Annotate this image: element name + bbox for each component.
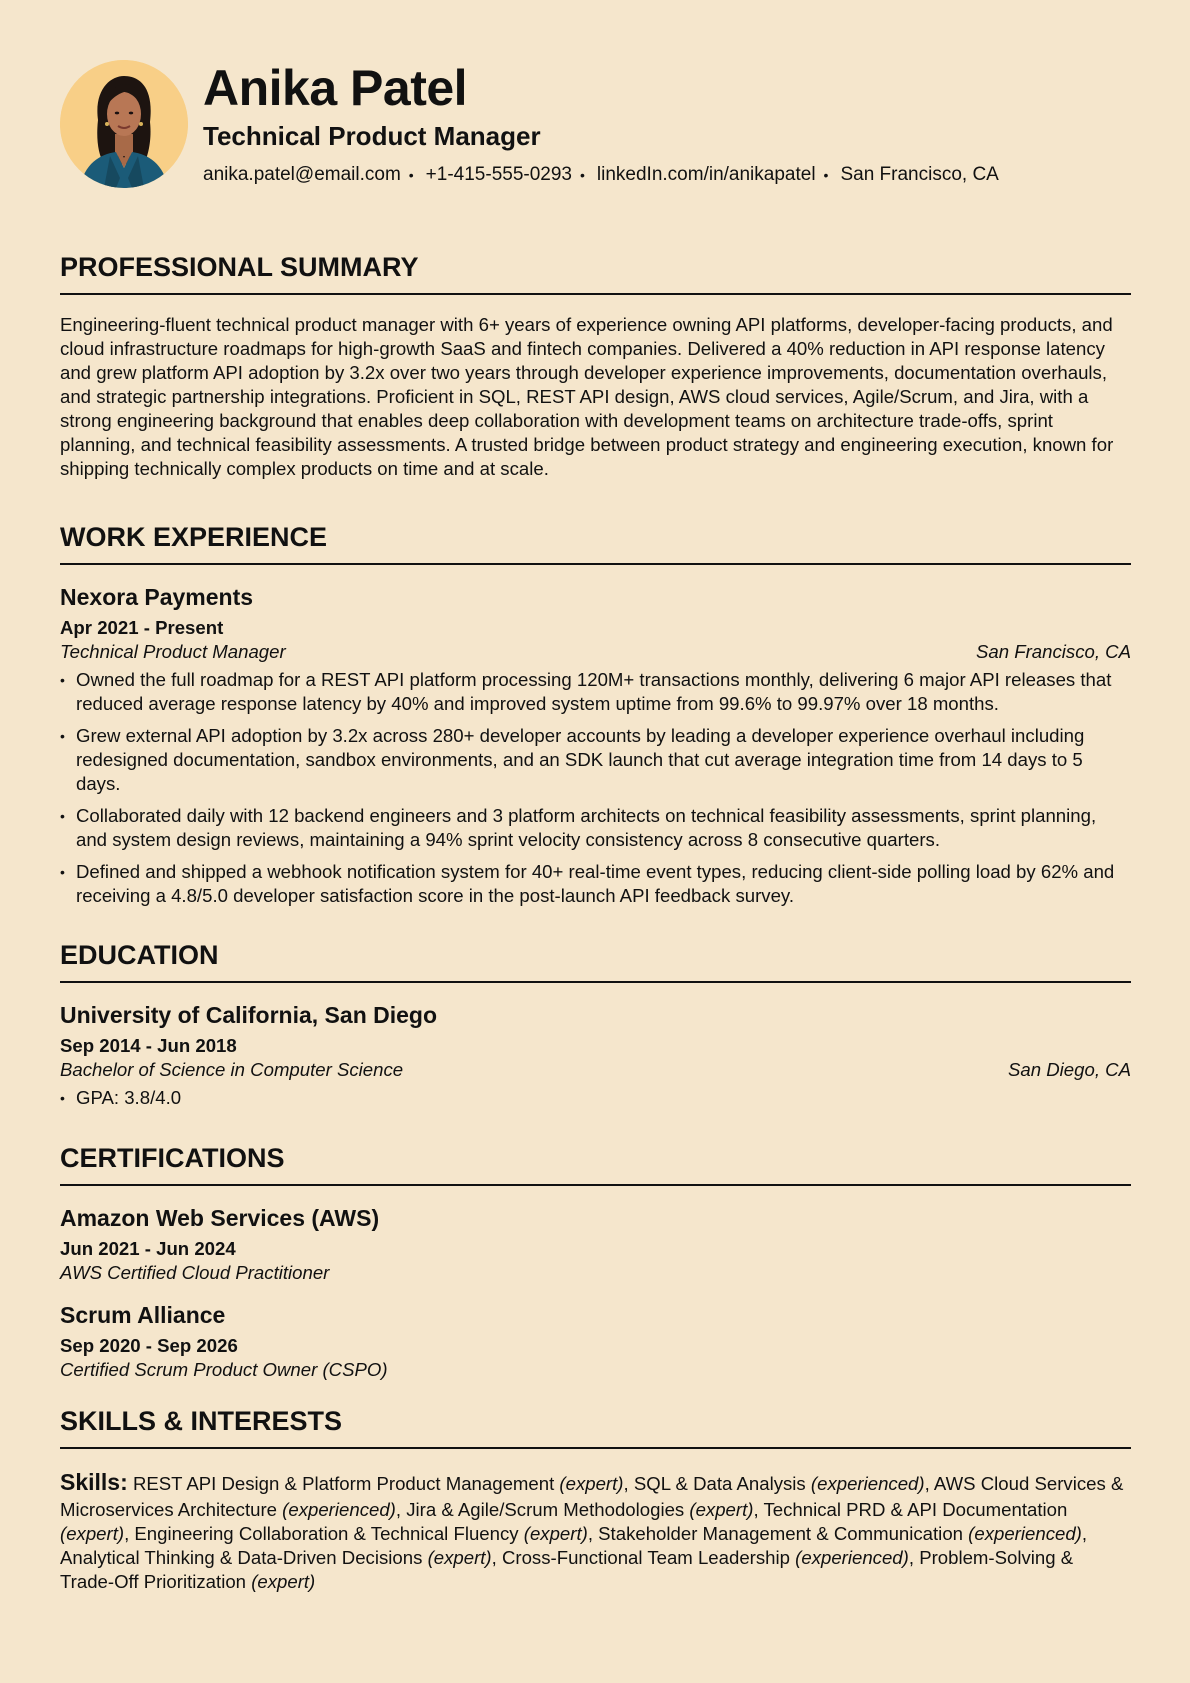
list-item: • GPA: 3.8/4.0 — [60, 1086, 1131, 1110]
job-bullets — [60, 668, 1131, 916]
certification-dates: Jun 2021 - Jun 2024 — [60, 1238, 236, 1259]
contact-phone: +1-415-555-0293 — [425, 164, 572, 185]
avatar — [60, 60, 188, 188]
education-degree-row — [60, 1058, 1131, 1082]
contact-separator: • — [408, 167, 414, 183]
contact-linkedin: linkedIn.com/in/anikapatel — [596, 164, 816, 185]
education-dates: Sep 2014 - Jun 2018 — [60, 1035, 237, 1056]
certification-name-row — [60, 1358, 1131, 1382]
job-role: Technical Product Manager — [60, 641, 286, 662]
certification-name-row — [60, 1261, 1131, 1285]
skill-item: Engineering Collaboration & Technical Fluency (expert), — [134, 1523, 599, 1544]
list-item: • Defined and shipped a webhook notification system for 40+ real-time event types, reducing client-side polling load by 62% and receiving a 4.8/5.0 developer satisfaction score in the post-launch API feedback survey. — [60, 860, 1131, 908]
resume-page — [60, 0, 1131, 1592]
certification-name: AWS Certified Cloud Practitioner — [60, 1262, 330, 1283]
section-heading-skills: SKILLS & INTERESTS — [60, 1404, 1131, 1449]
list-item: • Owned the full roadmap for a REST API platform processing 120M+ transactions monthly, delivering 6 major API releases that reduced average response latency by 40% and improved system uptime from 99.6% to 99.97% over 18 months. — [60, 668, 1131, 716]
skill-item: Technical PRD & API Documentation (expert), — [60, 1499, 1068, 1544]
skill-item: SQL & Data Analysis (experienced), — [633, 1473, 934, 1494]
contact-line — [203, 162, 999, 188]
contact-separator: • — [823, 167, 829, 183]
skill-item: AWS Cloud Services & Microservices Architecture (experienced), — [60, 1473, 1124, 1520]
skill-item: Cross-Functional Team Leadership (experienced), — [501, 1547, 920, 1568]
education-school: University of California, San Diego — [60, 1002, 438, 1028]
profile-photo — [60, 60, 188, 188]
list-item: • Grew external API adoption by 3.2x across 280+ developer accounts by leading a developer experience overhaul including redesigned documentation, sandbox environments, and an SDK launch that cut average integration time from 14 days to 5 days. — [60, 724, 1131, 796]
education-degree: Bachelor of Science in Computer Science — [60, 1059, 404, 1080]
skill-item: Jira & Agile/Scrum Methodologies (expert), — [406, 1499, 764, 1520]
skill-item: Stakeholder Management & Communication (experienced), — [598, 1523, 1088, 1544]
certification-issuer: Scrum Alliance — [60, 1302, 226, 1328]
section-heading-certifications: CERTIFICATIONS — [60, 1141, 1131, 1186]
certification-name: Certified Scrum Product Owner (CSPO) — [60, 1359, 388, 1380]
education-location: San Diego, CA — [1008, 1059, 1131, 1080]
job-dates: Apr 2021 - Present — [60, 617, 224, 638]
section-heading-education: EDUCATION — [60, 938, 1131, 983]
candidate-title: Technical Product Manager — [203, 121, 541, 151]
skills-label: Skills: — [60, 1469, 128, 1495]
education-bullets — [60, 1086, 1131, 1118]
skill-item: Problem-Solving & Trade-Off Prioritization (expert) — [60, 1547, 1074, 1592]
skills-text — [60, 1466, 1131, 1594]
skill-item: Analytical Thinking & Data-Driven Decisions (expert), — [60, 1547, 502, 1568]
skill-item: REST API Design & Platform Product Management (expert), — [132, 1473, 634, 1494]
contact-separator: • — [580, 167, 585, 183]
list-item: • Collaborated daily with 12 backend engineers and 3 platform architects on technical feasibility assessments, sprint planning, and system design reviews, maintaining a 94% sprint velocity consistency across 8 consecutive quarters. — [60, 804, 1131, 852]
section-heading-summary: PROFESSIONAL SUMMARY — [60, 250, 1131, 295]
summary-text: Engineering-fluent technical product manager with 6+ years of experience owning API platforms, developer-facing products, and cloud infrastructure roadmaps for high-growth SaaS and fintech companies. Delivered a 40% reduction in API response latency and grew platform API adoption by 3.2x over two years through developer experience improvements, documentation overhauls, and strategic partnership integrations. Proficient in SQL, REST API design, AWS cloud services, Agile/Scrum, and Jira, with a strong engineering background that enables deep collaboration with development teams on architecture trade-offs, sprint planning, and technical feasibility assessments. A trusted bridge between product strategy and engineering execution, known for shipping technically complex products on time and at scale. — [60, 314, 1114, 479]
contact-email: anika.patel@email.com — [203, 164, 401, 185]
candidate-name: Anika Patel — [203, 60, 468, 116]
section-heading-experience: WORK EXPERIENCE — [60, 520, 1131, 565]
resume-header — [60, 0, 1131, 200]
certification-issuer: Amazon Web Services (AWS) — [60, 1205, 380, 1231]
certification-dates: Sep 2020 - Sep 2026 — [60, 1335, 238, 1356]
contact-location: San Francisco, CA — [840, 164, 999, 185]
job-role-row — [60, 640, 1131, 664]
job-location: San Francisco, CA — [975, 641, 1131, 662]
job-company: Nexora Payments — [60, 584, 254, 610]
